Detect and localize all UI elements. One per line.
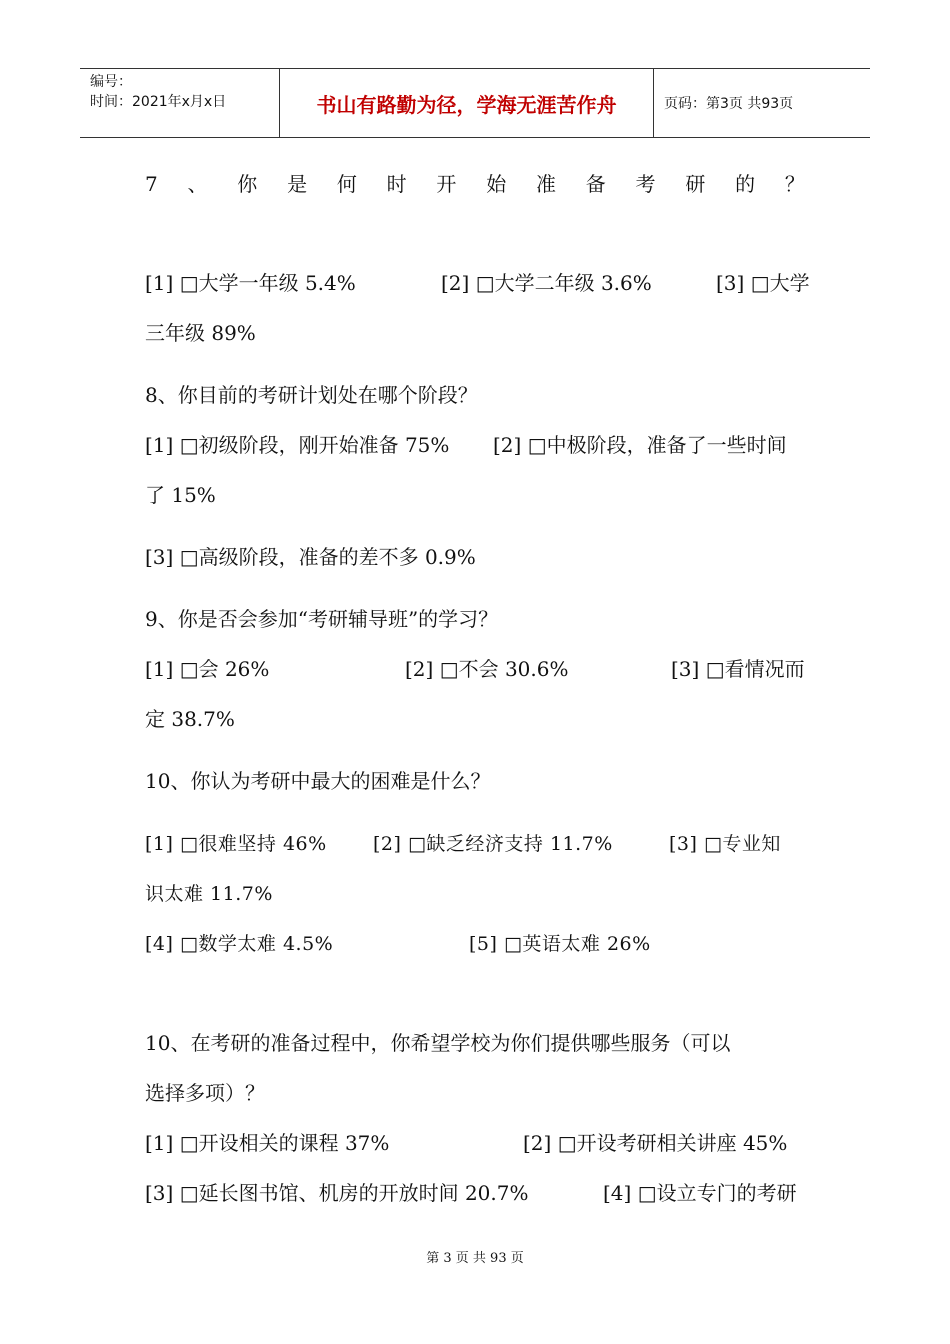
header-page-label: 页码：第3页 共93页 [664,96,794,112]
q7-title-char: 开 [436,172,457,196]
q9-option-3: [3] □看情况而 [671,657,805,681]
q10a-option-4: [4] □数学太难 4.5% [145,933,334,955]
q7-option-2: [2] □大学二年级 3.6% [441,271,652,295]
q10b-option-1: [1] □开设相关的课程 37% [145,1131,390,1155]
q10b-option-2: [2] □开设考研相关讲座 45% [523,1131,788,1155]
page-header [80,68,870,138]
q7-title-char: 始 [486,172,507,196]
q8-option-2-cont: 了 15% [145,483,216,507]
number-label: 编号： [90,74,132,90]
time-label: 时间：2021年x月x日 [90,94,227,110]
q10b-option-4: [4] □设立专门的考研 [603,1181,797,1205]
q7-title-char: 、 [187,172,208,196]
q9-title: 9、你是否会参加“考研辅导班”的学习？ [145,607,499,631]
q7-title [145,172,805,196]
q10a-option-2: [2] □缺乏经济支持 11.7% [373,833,613,855]
q8-title: 8、你目前的考研计划处在哪个阶段？ [145,383,478,407]
q8-option-2: [2] □中极阶段，准备了一些时间 [493,433,787,457]
q7-title-char: 的 [735,172,756,196]
q7-title-char: 备 [585,172,606,196]
q9-option-1: [1] □会 26% [145,657,270,681]
q10a-option-3-cont: 识太难 11.7% [145,883,273,905]
header-motto: 书山有路勤为径，学海无涯苦作舟 [280,69,654,137]
q10a-option-1: [1] □很难坚持 46% [145,833,327,855]
q7-title-char: ？ [784,172,805,196]
q7-title-char: 7 [145,172,158,196]
q7-title-char: 你 [237,172,258,196]
q7-title-char: 时 [386,172,407,196]
q7-option-3: [3] □大学 [716,271,810,295]
q10a-title: 10、你认为考研中最大的困难是什么？ [145,769,491,793]
q10b-title-cont: 选择多项）？ [145,1081,265,1105]
q8-option-3: [3] □高级阶段，准备的差不多 0.9% [145,545,476,569]
q8-option-1: [1] □初级阶段，刚开始准备 75% [145,433,450,457]
q7-option-1: [1] □大学一年级 5.4% [145,271,356,295]
q7-title-char: 何 [336,172,357,196]
header-meta [80,69,280,137]
q7-title-char: 是 [287,172,308,196]
q7-title-char: 研 [685,172,706,196]
q10a-option-5: [5] □英语太难 26% [469,933,651,955]
q10b-option-3: [3] □延长图书馆、机房的开放时间 20.7% [145,1181,529,1205]
q9-option-3-cont: 定 38.7% [145,707,235,731]
q9-option-2: [2] □不会 30.6% [405,657,569,681]
q10b-title: 10、在考研的准备过程中，你希望学校为你们提供哪些服务（可以 [145,1031,731,1055]
q7-title-char: 准 [535,172,556,196]
q7-title-char: 考 [635,172,656,196]
q7-option-3-cont: 三年级 89% [145,321,256,345]
q10a-option-3: [3] □专业知 [669,833,781,855]
page-footer: 第 3 页 共 93 页 [426,1251,524,1266]
